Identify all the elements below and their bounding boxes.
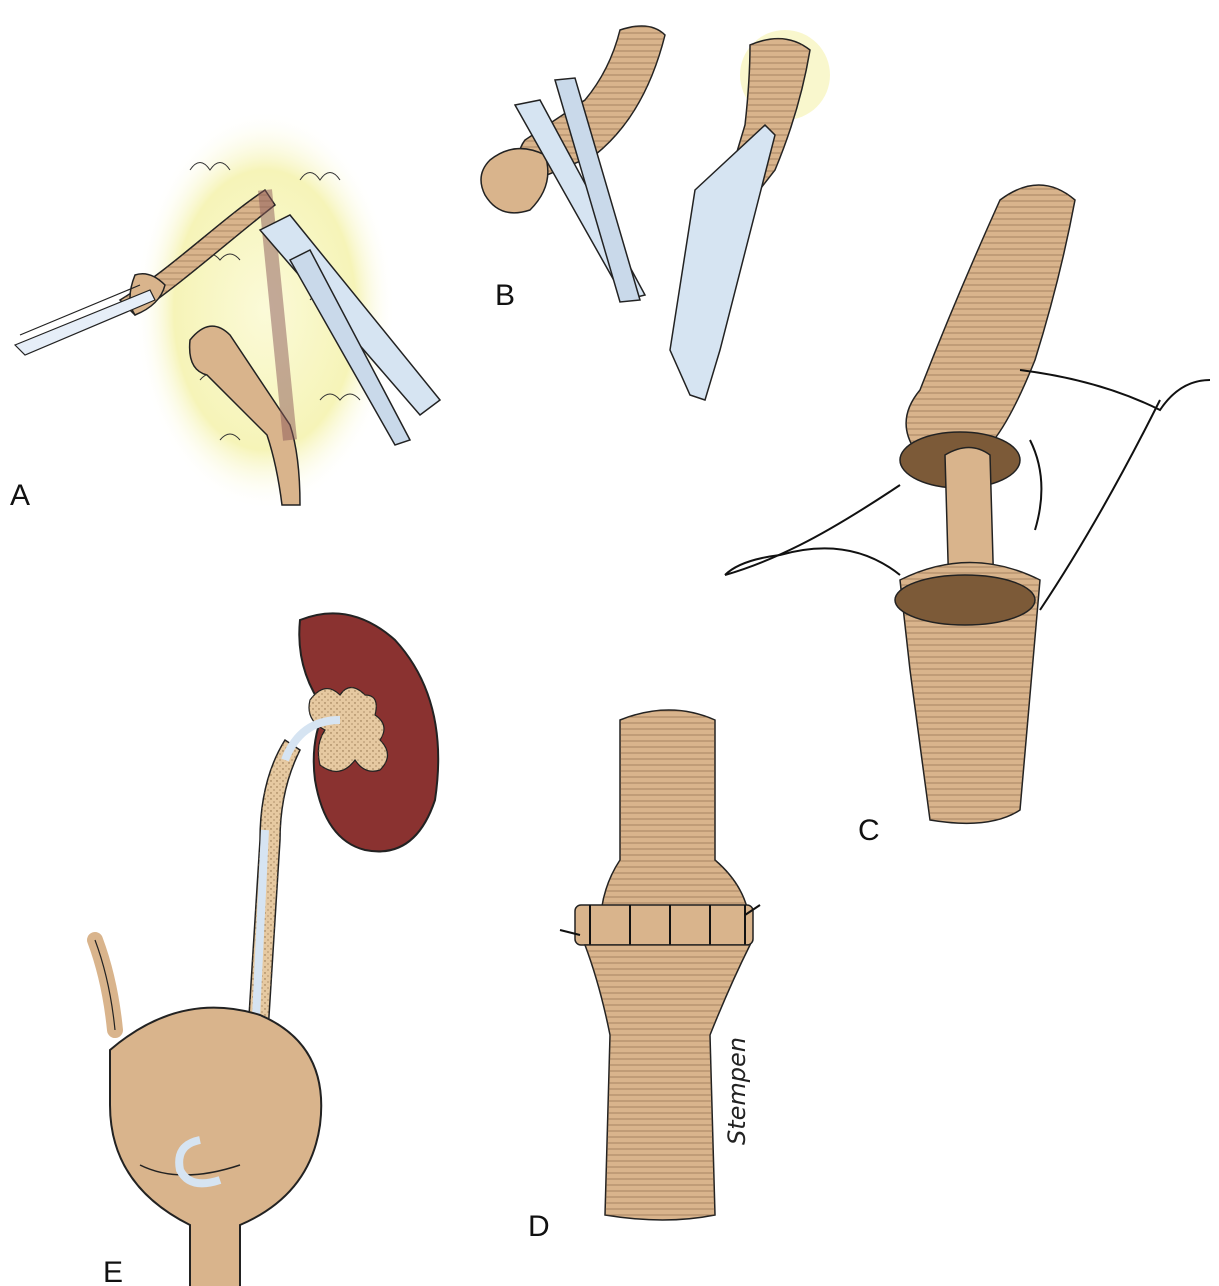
panel-c-anastomosis <box>725 185 1210 823</box>
panel-a-dissection <box>15 110 440 510</box>
left-ureter <box>95 940 115 1030</box>
panel-label-e: E <box>103 1256 124 1286</box>
suture-line-band <box>575 905 753 945</box>
illustrator-signature: Stempen <box>723 1037 751 1145</box>
ureter-lumen-lower <box>895 575 1035 625</box>
panel-b-spatulation <box>481 26 830 400</box>
panel-label-c: C <box>858 814 880 847</box>
bladder <box>110 1008 321 1286</box>
panel-label-b: B <box>495 279 516 312</box>
panel-e-stent-placement <box>95 613 438 1286</box>
panel-label-a: A <box>10 479 31 512</box>
ureter-spatulated-end-left <box>481 149 548 213</box>
panel-label-d: D <box>528 1210 550 1243</box>
scissors-right-b <box>670 125 775 400</box>
forceps-left <box>15 290 155 355</box>
